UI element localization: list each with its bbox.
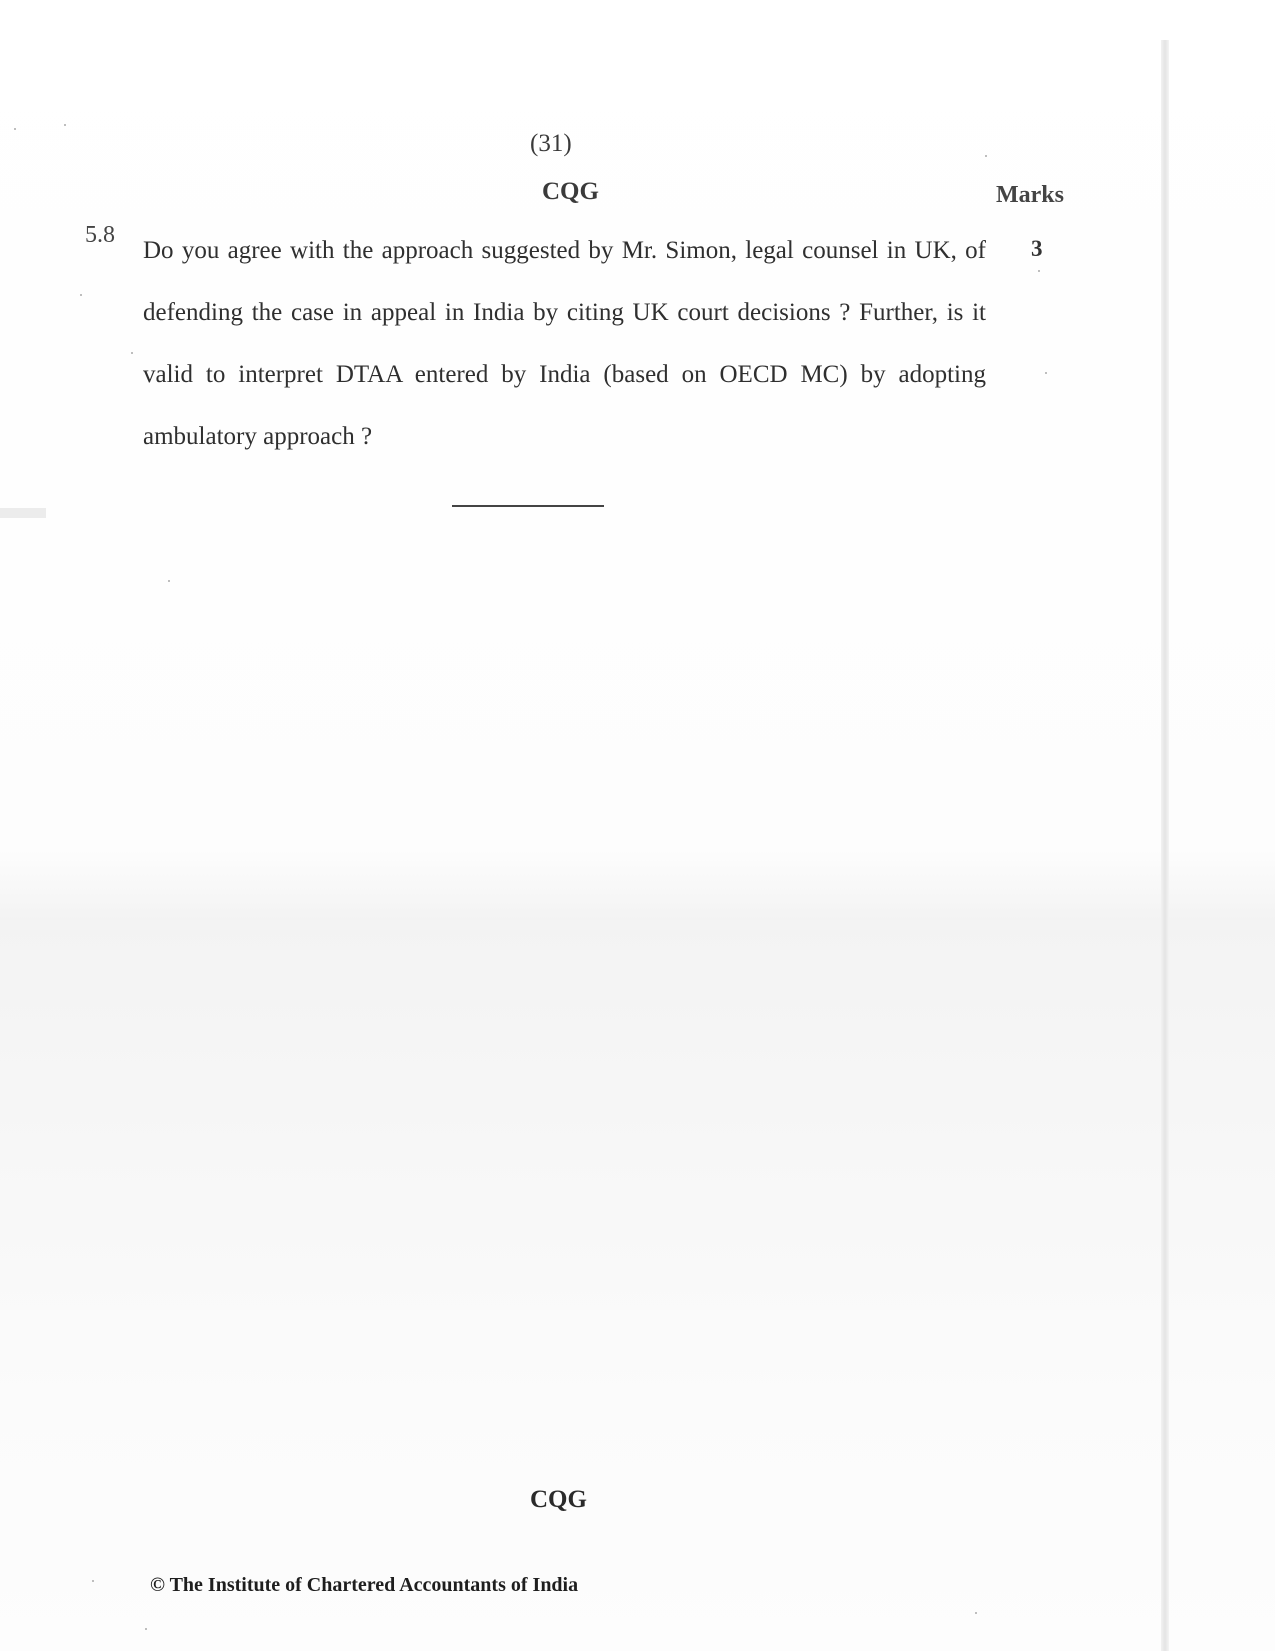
scan-speck <box>14 128 16 130</box>
scan-speck <box>64 124 66 126</box>
scan-speck <box>92 1580 94 1582</box>
page-edge-shadow <box>1161 40 1169 1651</box>
question-text: Do you agree with the approach suggested by Mr. Simon, legal counsel in UK, of defending the case in appeal in India by citing UK court decisions ? Further, is it valid to interpret DTAA entered by India (based on OECD MC) by adopting ambulatory approach ? <box>143 237 986 450</box>
scan-speck <box>80 294 82 296</box>
scan-speck <box>168 580 170 582</box>
scan-speck <box>1038 270 1040 272</box>
scan-speck <box>131 352 133 354</box>
scan-speck <box>985 155 987 157</box>
end-of-question-rule <box>452 505 604 507</box>
scan-speck <box>145 1628 147 1630</box>
copyright-notice: © The Institute of Chartered Accountants of India <box>150 1574 579 1596</box>
question-number: 5.8 <box>85 222 115 248</box>
header-paper-code: CQG <box>542 178 599 205</box>
footer-paper-code: CQG <box>530 1486 587 1513</box>
scan-speck <box>975 1612 977 1614</box>
scan-margin-mark <box>0 508 46 518</box>
scan-speck <box>1045 372 1047 374</box>
question-marks: 3 <box>1031 236 1043 261</box>
marks-column-heading: Marks <box>996 182 1064 208</box>
page-number: (31) <box>530 130 572 157</box>
